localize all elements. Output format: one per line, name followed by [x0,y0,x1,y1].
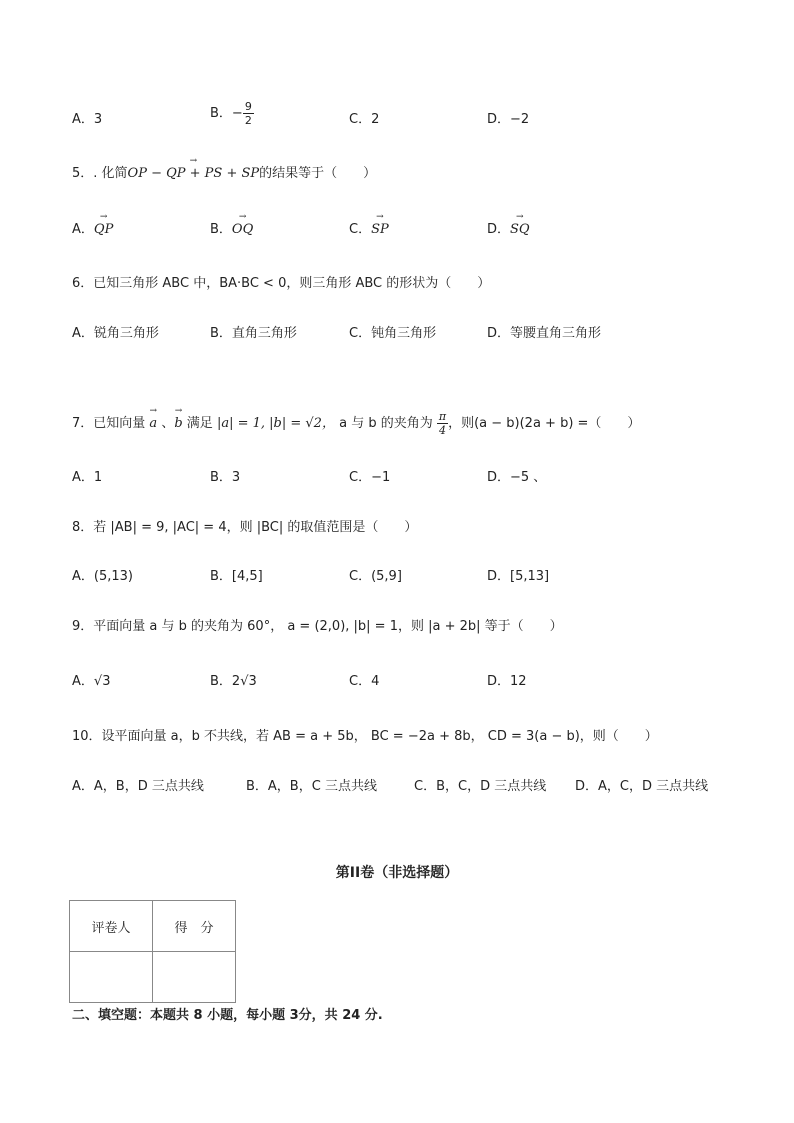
q5-options [72,218,722,242]
q8-option-b: B．[4,5] [210,569,263,584]
q6-option-a: A．锐角三角形 [72,326,159,341]
q5-option-a: A．→ QP [72,218,113,237]
score-table [69,900,236,1003]
q10-options [72,775,722,799]
q10-option-c: C．B，C，D 三点共线 [414,779,547,794]
q7-option-c: C．−1 [349,470,391,485]
section-title: 第II卷（非选择题） [335,865,459,881]
q5-option-c: C．→ SP [349,218,389,237]
q5-stem: 5．. 化简→ OP − QP + PS + SP的结果等于（ ） [72,162,376,181]
q8-options [72,565,722,589]
q7-option-d: D．−5 、 [487,470,547,485]
q10-option-a: A．A，B，D 三点共线 [72,779,204,794]
q6-option-d: D．等腰直角三角形 [487,326,602,341]
q10-option-b: B．A，B，C 三点共线 [246,779,377,794]
q7-options [72,466,722,490]
reviewer-cell[interactable] [70,952,153,1003]
q7-option-b: B．3 [210,470,241,485]
q6-stem: 6．已知三角形 ABC 中，BA·BC < 0，则三角形 ABC 的形状为（ ） [72,276,491,291]
q4-option-b: B．− $\frac{9}{2}$ [210,100,252,127]
q8-option-d: D．[5,13] [487,569,550,584]
score-label: 得 分 [153,901,236,952]
q9-option-d: D．12 [487,674,527,689]
q10-option-d: D．A，C，D 三点共线 [575,779,709,794]
part2-heading: 二、填空题：本题共 8 小题，每小题 3分，共 24 分. [72,1008,383,1023]
reviewer-label: 评卷人 [70,901,153,952]
q6-option-c: C．钝角三角形 [349,326,437,341]
q10-stem: 10．设平面向量 a，b 不共线，若 AB = a + 5b， BC = −2a + 8b， CD = 3(a − b)，则（ ） [72,729,658,744]
q7-option-a: A．1 [72,470,103,485]
q4-option-a: A．3 [72,112,103,127]
q5-option-d: D．→ SQ [487,218,530,237]
score-cell[interactable] [153,952,236,1003]
q8-option-a: A．(5,13) [72,569,133,584]
q6-option-b: B．直角三角形 [210,326,297,341]
q9-option-c: C．4 [349,674,380,689]
q8-option-c: C．(5,9] [349,569,402,584]
q9-option-b: B．2√3 [210,674,257,689]
q4-options [72,100,722,132]
q9-stem: 9．平面向量 a 与 b 的夹角为 60°， a = (2,0), |b| = 1，则 |a + 2b| 等于（ ） [72,619,563,634]
q9-options [72,670,722,694]
q6-options [72,322,722,346]
q4-option-d: D．−2 [487,112,530,127]
q9-option-a: A．√3 [72,674,111,689]
q5-option-b: B．→ OQ [210,218,253,237]
q4-option-c: C．2 [349,112,380,127]
q8-stem: 8．若 |AB| = 9, |AC| = 4，则 |BC| 的取值范围是（ ） [72,520,418,535]
q7-stem: 7．已知向量 → a 、→ b 满足 |a| = 1, |b| = √2， a 与 b 的夹角为 $\frac{\pi}{4}$ ，则(a − b)(2a + b) =（ ） [72,410,640,437]
